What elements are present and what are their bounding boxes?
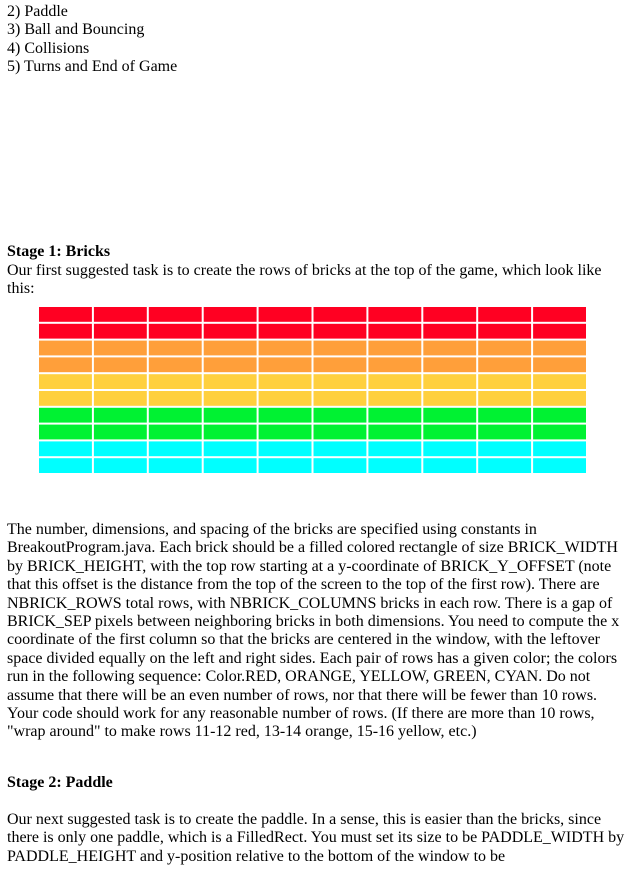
brick bbox=[204, 374, 257, 389]
brick bbox=[423, 357, 476, 372]
brick bbox=[39, 425, 92, 440]
brick bbox=[533, 408, 586, 423]
brick bbox=[204, 341, 257, 356]
brick bbox=[423, 458, 476, 473]
stage2-heading: Stage 2: Paddle bbox=[7, 774, 113, 791]
brick bbox=[368, 425, 421, 440]
stage1-heading: Stage 1: Bricks bbox=[7, 243, 111, 260]
paragraph-line: NBRICK_ROWS total rows, with NBRICK_COLUMNS bricks in each row. There is a gap of bbox=[7, 594, 613, 612]
brick bbox=[149, 324, 202, 339]
brick bbox=[423, 324, 476, 339]
brick bbox=[39, 307, 92, 322]
brick bbox=[314, 341, 367, 356]
brick bbox=[478, 441, 531, 456]
brick bbox=[39, 357, 92, 372]
paragraph-line: BreakoutProgram.java. Each brick should be a filled colored rectangle of size BRICK_WIDTH bbox=[7, 539, 618, 557]
brick bbox=[94, 458, 147, 473]
brick bbox=[39, 441, 92, 456]
brick bbox=[94, 307, 147, 322]
brick bbox=[314, 458, 367, 473]
brick bbox=[423, 408, 476, 423]
paragraph-line: Our next suggested task is to create the paddle. In a sense, this is easier than the bricks, since bbox=[7, 811, 602, 828]
brick bbox=[423, 374, 476, 389]
stage-list-item: 2) Paddle bbox=[7, 3, 68, 20]
brick bbox=[149, 441, 202, 456]
brick bbox=[204, 458, 257, 473]
brick bbox=[314, 408, 367, 423]
brick bbox=[149, 458, 202, 473]
brick bbox=[149, 425, 202, 440]
brick bbox=[478, 425, 531, 440]
brick bbox=[533, 307, 586, 322]
brick bbox=[94, 374, 147, 389]
brick bbox=[204, 391, 257, 406]
brick bbox=[204, 441, 257, 456]
stage-list bbox=[7, 3, 637, 77]
paragraph-line: this: bbox=[7, 280, 35, 298]
brick bbox=[94, 425, 147, 440]
brick bbox=[149, 391, 202, 406]
brick bbox=[259, 341, 312, 356]
brick bbox=[149, 307, 202, 322]
paragraph-line: run in the following sequence: Color.RED, ORANGE, YELLOW, GREEN, CYAN. Do not bbox=[7, 668, 591, 686]
brick bbox=[259, 408, 312, 423]
brick bbox=[533, 324, 586, 339]
brick bbox=[149, 374, 202, 389]
brick bbox=[94, 341, 147, 356]
paragraph-line: The number, dimensions, and spacing of the bricks are specified using constants in bbox=[7, 521, 537, 538]
brick bbox=[478, 391, 531, 406]
brick bbox=[39, 391, 92, 406]
brick bbox=[94, 408, 147, 423]
brick bbox=[314, 441, 367, 456]
brick bbox=[94, 441, 147, 456]
brick bbox=[39, 341, 92, 356]
brick bbox=[259, 441, 312, 456]
brick bbox=[533, 458, 586, 473]
brick bbox=[39, 408, 92, 423]
brick bbox=[368, 307, 421, 322]
paragraph-line: there is only one paddle, which is a FilledRect. You must set its size to be PADDLE_WIDTH by bbox=[7, 829, 625, 847]
brick bbox=[204, 307, 257, 322]
brick bbox=[423, 307, 476, 322]
brick bbox=[314, 374, 367, 389]
paragraph-line: that this offset is the distance from the top of the screen to the top of the first row). There are bbox=[7, 576, 600, 594]
paragraph-line: Your code should work for any reasonable number of rows. (If there are more than 10 rows, bbox=[7, 705, 595, 723]
stage-list-item: 5) Turns and End of Game bbox=[7, 58, 178, 76]
brick bbox=[39, 458, 92, 473]
brick bbox=[533, 357, 586, 372]
brick bbox=[368, 374, 421, 389]
stage2-body bbox=[7, 811, 641, 866]
brick bbox=[259, 324, 312, 339]
brick bbox=[368, 324, 421, 339]
brick bbox=[533, 441, 586, 456]
brick bbox=[368, 441, 421, 456]
paragraph-line: Our first suggested task is to create the rows of bricks at the top of the game, which look like bbox=[7, 262, 602, 279]
brick bbox=[423, 425, 476, 440]
brick bbox=[533, 425, 586, 440]
brick bbox=[314, 391, 367, 406]
brick bbox=[204, 408, 257, 423]
brick bbox=[314, 357, 367, 372]
brick bbox=[368, 391, 421, 406]
brick bbox=[533, 374, 586, 389]
brick bbox=[314, 324, 367, 339]
paragraph-line: PADDLE_HEIGHT and y-position relative to the bottom of the window to be bbox=[7, 847, 506, 865]
brick bbox=[314, 425, 367, 440]
brick bbox=[259, 307, 312, 322]
brick bbox=[423, 391, 476, 406]
brick bbox=[149, 357, 202, 372]
brick bbox=[478, 341, 531, 356]
brick bbox=[368, 458, 421, 473]
paragraph-line: coordinate of the first column so that the bricks are centered in the window, with the leftover bbox=[7, 631, 600, 649]
brick bbox=[478, 408, 531, 423]
brick bbox=[259, 374, 312, 389]
brick bbox=[423, 341, 476, 356]
brick bbox=[204, 425, 257, 440]
brick bbox=[149, 408, 202, 423]
brick bbox=[368, 341, 421, 356]
brick bbox=[94, 357, 147, 372]
brick bbox=[368, 357, 421, 372]
paragraph-line: by BRICK_HEIGHT, with the top row starting at a y-coordinate of BRICK_Y_OFFSET (note bbox=[7, 557, 612, 575]
brick bbox=[259, 458, 312, 473]
brick bbox=[533, 341, 586, 356]
brick bbox=[204, 357, 257, 372]
brick bbox=[259, 357, 312, 372]
stage-list-item: 4) Collisions bbox=[7, 39, 90, 57]
stage1-intro bbox=[7, 262, 619, 299]
brick bbox=[204, 324, 257, 339]
brick bbox=[478, 458, 531, 473]
brick bbox=[39, 374, 92, 389]
brick bbox=[478, 374, 531, 389]
brick-wall-figure bbox=[39, 307, 586, 473]
brick bbox=[149, 341, 202, 356]
brick bbox=[259, 391, 312, 406]
brick bbox=[368, 408, 421, 423]
stage-list-item: 3) Ball and Bouncing bbox=[7, 21, 145, 39]
paragraph-line: "wrap around" to make rows 11-12 red, 13-14 orange, 15-16 yellow, etc.) bbox=[7, 723, 477, 741]
stage1-body bbox=[7, 521, 637, 742]
brick bbox=[94, 324, 147, 339]
brick bbox=[478, 324, 531, 339]
brick bbox=[39, 324, 92, 339]
brick bbox=[259, 425, 312, 440]
brick bbox=[478, 307, 531, 322]
paragraph-line: BRICK_SEP pixels between neighboring bricks in both dimensions. You need to compute the x bbox=[7, 613, 620, 631]
brick bbox=[314, 307, 367, 322]
paragraph-line: assume that there will be an even number of rows, nor that there will be fewer than 10 rows. bbox=[7, 686, 598, 704]
paragraph-line: space divided equally on the left and right sides. Each pair of rows has a given color; the colors bbox=[7, 649, 618, 667]
brick bbox=[423, 441, 476, 456]
brick bbox=[533, 391, 586, 406]
brick bbox=[94, 391, 147, 406]
brick bbox=[478, 357, 531, 372]
